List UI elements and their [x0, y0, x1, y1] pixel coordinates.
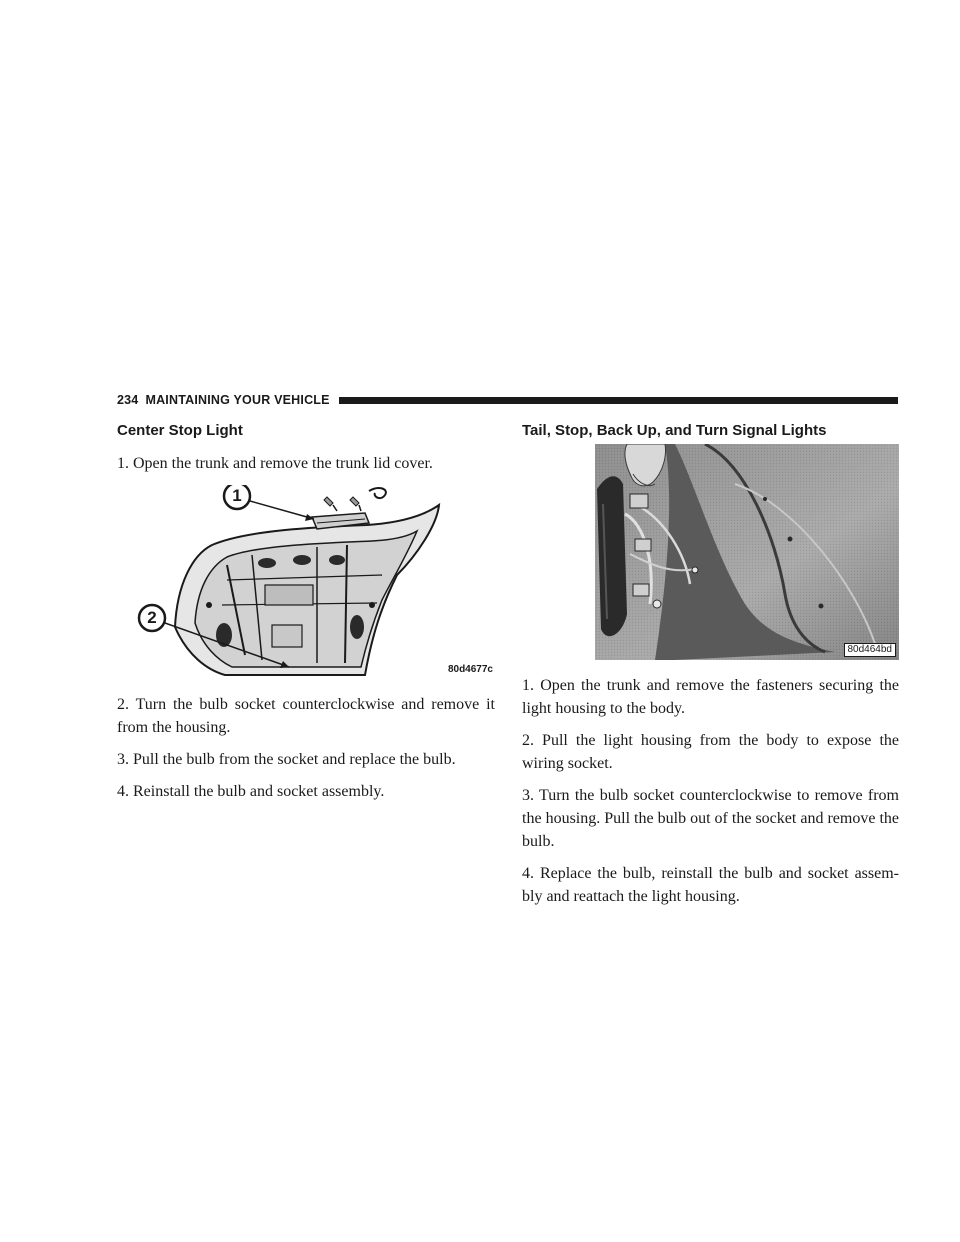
center-stop-light-heading: Center Stop Light [117, 422, 243, 439]
trunk-lid-illustration [117, 485, 495, 683]
left-step-3: 3. Pull the bulb from the socket and replace the bulb. [117, 751, 456, 768]
section-title: MAINTAINING YOUR VEHICLE [145, 393, 330, 407]
callout-2-label: 2 [147, 608, 157, 627]
right-column [522, 420, 899, 908]
right-step-1: 1. Open the trunk and remove the fasteners securing the light housing to the body. [522, 677, 899, 717]
header-text [117, 393, 330, 407]
left-step-2: 2. Turn the bulb socket counterclockwise and remove it from the housing. [117, 696, 495, 736]
header-rule [339, 397, 898, 404]
trunk-lid-drawing [117, 485, 495, 683]
figure-code-right: 80d464bd [844, 643, 897, 657]
left-step-4: 4. Reinstall the bulb and socket assembly. [117, 783, 385, 800]
left-column [117, 420, 495, 803]
page-number: 234 [117, 393, 139, 407]
tail-lights-heading: Tail, Stop, Back Up, and Turn Signal Lights [522, 422, 827, 439]
left-step-1: 1. Open the trunk and remove the trunk lid cover. [117, 455, 433, 472]
page-header [117, 390, 898, 410]
figure-code: 80d4677c [447, 664, 493, 675]
right-step-4: 4. Replace the bulb, reinstall the bulb and socket assem- bly and reattach the light housing. [522, 865, 899, 905]
tail-light-drawing [595, 444, 899, 660]
right-step-3: 3. Turn the bulb socket counterclockwise to remove from the housing. Pull the bulb out of the socket and remove the bulb. [522, 787, 899, 850]
right-step-2: 2. Pull the light housing from the body to expose the wiring socket. [522, 732, 899, 772]
tail-light-photo [595, 444, 899, 660]
callout-1-label: 1 [232, 486, 242, 505]
